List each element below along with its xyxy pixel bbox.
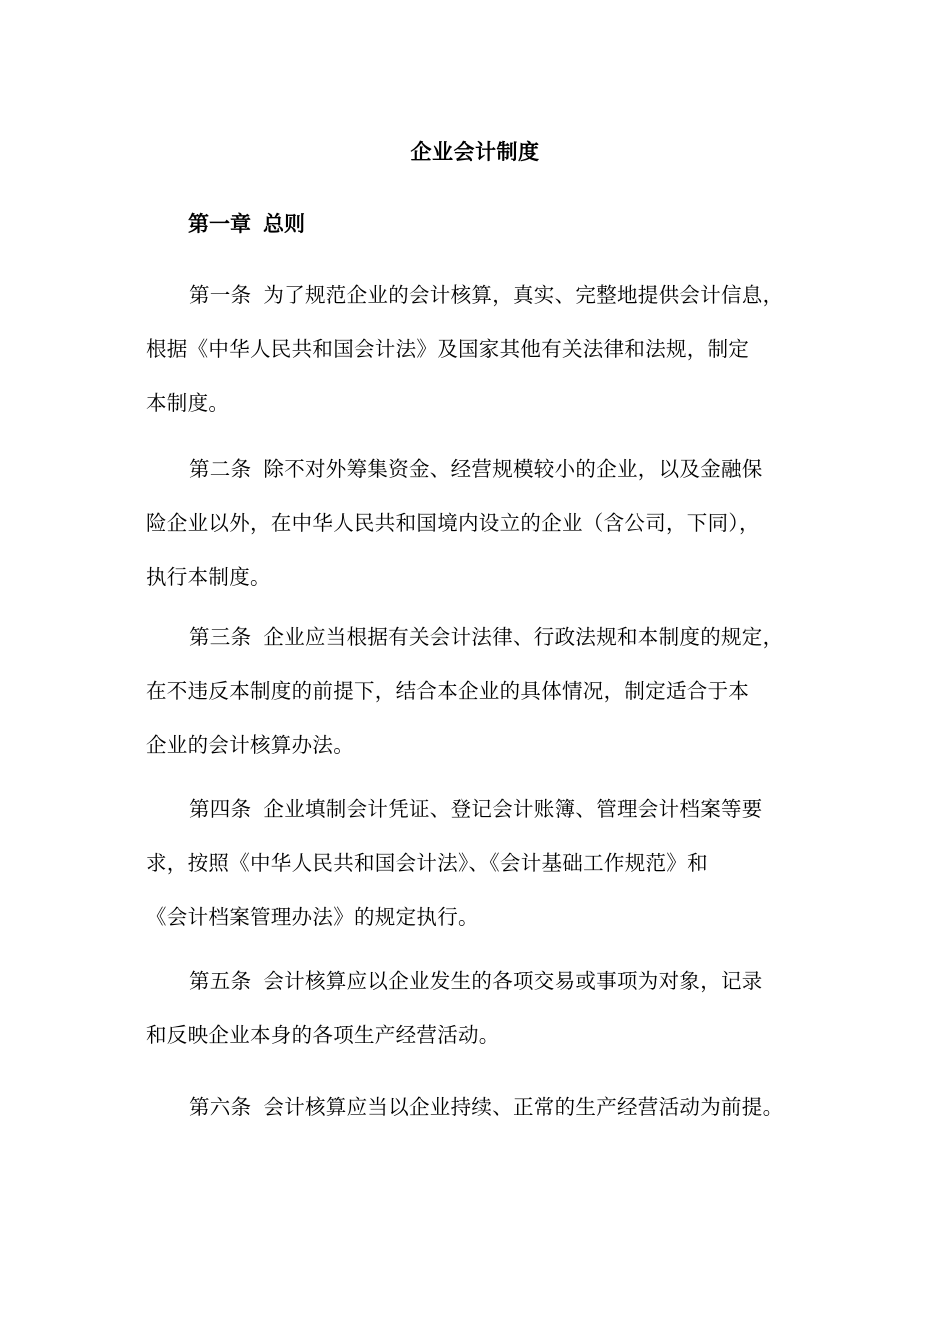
article-text: 除不对外筹集资金、经营规模较小的企业，以及金融保 bbox=[263, 457, 763, 481]
article-1 bbox=[146, 268, 826, 430]
chapter-name: 总则 bbox=[263, 212, 305, 236]
article-line: 根据《中华人民共和国会计法》及国家其他有关法律和法规，制定 bbox=[146, 337, 750, 361]
article-label: 第五条 bbox=[189, 969, 252, 993]
article-line bbox=[146, 442, 826, 496]
article-line bbox=[146, 782, 826, 836]
article-text: 企业应当根据有关会计法律、行政法规和本制度的规定， bbox=[263, 625, 784, 649]
article-label: 第一条 bbox=[189, 283, 252, 307]
article-line: 在不违反本制度的前提下，结合本企业的具体情况，制定适合于本 bbox=[146, 679, 750, 703]
document-title: 企业会计制度 bbox=[410, 140, 540, 164]
article-line: 险企业以外，在中华人民共和国境内设立的企业（含公司，下同）， bbox=[146, 511, 760, 535]
article-text: 会计核算应当以企业持续、正常的生产经营活动为前提。 bbox=[263, 1095, 784, 1119]
article-line: 《会计档案管理办法》的规定执行。 bbox=[146, 905, 479, 929]
article-label: 第四条 bbox=[189, 797, 252, 821]
article-line bbox=[146, 954, 826, 1008]
article-3 bbox=[146, 610, 826, 772]
article-text: 企业填制会计凭证、登记会计账簿、管理会计档案等要 bbox=[263, 797, 763, 821]
article-line bbox=[146, 268, 826, 322]
article-label: 第三条 bbox=[189, 625, 252, 649]
article-line: 执行本制度。 bbox=[146, 565, 271, 589]
article-line bbox=[146, 1080, 826, 1134]
article-5 bbox=[146, 954, 826, 1062]
article-2 bbox=[146, 442, 826, 604]
chapter-number: 第一章 bbox=[188, 212, 251, 236]
article-text: 会计核算应以企业发生的各项交易或事项为对象，记录 bbox=[263, 969, 763, 993]
article-line: 企业的会计核算办法。 bbox=[146, 733, 354, 757]
article-label: 第六条 bbox=[189, 1095, 252, 1119]
article-text: 为了规范企业的会计核算，真实、完整地提供会计信息， bbox=[263, 283, 784, 307]
article-line: 和反映企业本身的各项生产经营活动。 bbox=[146, 1023, 500, 1047]
article-line: 求，按照《中华人民共和国会计法》、《会计基础工作规范》和 bbox=[146, 851, 708, 875]
article-line bbox=[146, 610, 826, 664]
article-6 bbox=[146, 1080, 826, 1134]
article-label: 第二条 bbox=[189, 457, 252, 481]
chapter-heading bbox=[188, 206, 305, 242]
article-line: 本制度。 bbox=[146, 391, 230, 415]
article-4 bbox=[146, 782, 826, 944]
